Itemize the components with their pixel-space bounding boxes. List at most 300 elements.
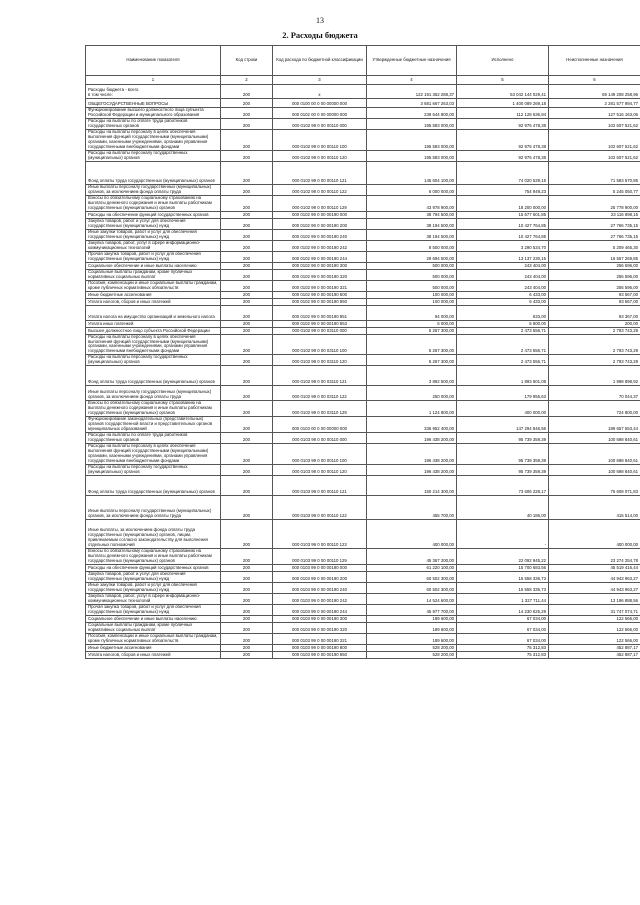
row-executed: 15 558 336,73 bbox=[457, 582, 549, 593]
row-line-code: 200 bbox=[221, 280, 273, 291]
table-row bbox=[86, 571, 640, 582]
row-name: Взносы по обязательному социальному страхованию на выплаты денежного содержания и иные выплаты работникам государственных (муниципальных) органов bbox=[86, 401, 221, 417]
row-classification-code: 000 0103 99 0 00 00110 122 bbox=[273, 495, 367, 519]
row-unexecuted: 2 793 743,29 bbox=[549, 334, 640, 355]
row-unexecuted: 2 793 743,29 bbox=[549, 327, 640, 334]
column-number: 5 bbox=[457, 76, 549, 85]
row-classification-code: 000 0102 99 0 00 00190 851 bbox=[273, 305, 367, 320]
row-name: Закупка товаров, работ и услуг для обеспечения государственных (муниципальных) нужд bbox=[86, 571, 221, 582]
row-executed: 67 034,00 bbox=[457, 615, 549, 622]
row-unexecuted: 44 943 963,27 bbox=[549, 571, 640, 582]
row-line-code: 200 bbox=[221, 548, 273, 564]
row-name: Иные бюджетные ассигнования bbox=[86, 291, 221, 298]
row-executed: 67 034,00 bbox=[457, 633, 549, 644]
row-approved: 196 438 200,00 bbox=[367, 464, 457, 475]
row-unexecuted: 31 747 074,71 bbox=[549, 604, 640, 615]
table-row bbox=[86, 218, 640, 229]
row-name: Прочая закупка товаров, работ и услуг для обеспечения государственных (муниципальных) нужд bbox=[86, 251, 221, 262]
row-executed: 243 404,00 bbox=[457, 262, 549, 269]
row-classification-code: 000 0102 99 0 00 00190 321 bbox=[273, 280, 367, 291]
row-executed: - bbox=[457, 519, 549, 548]
row-line-code: 200 bbox=[221, 251, 273, 262]
table-row bbox=[86, 150, 640, 161]
row-line-code: 200 bbox=[221, 119, 273, 130]
row-approved: 239 644 800,00 bbox=[367, 108, 457, 119]
row-classification-code: 000 0102 99 0 00 00190 853 bbox=[273, 320, 367, 327]
row-line-code: 200 bbox=[221, 150, 273, 161]
row-executed: 75 312,83 bbox=[457, 644, 549, 651]
row-executed: 2 473 556,71 bbox=[457, 334, 549, 355]
row-line-code: 200 bbox=[221, 334, 273, 355]
section-title: 2. Расходы бюджета bbox=[282, 30, 358, 40]
row-name: Расходы на выплаты по оплате труда работников государственных органов bbox=[86, 432, 221, 443]
row-approved: 400 000,00 bbox=[367, 519, 457, 548]
row-line-code: 200 bbox=[221, 320, 273, 327]
row-unexecuted: 93 367,00 bbox=[549, 305, 640, 320]
row-unexecuted: 5 209 465,30 bbox=[549, 240, 640, 251]
row-name: Высшее должностное лицо субъекта Российской Федерации bbox=[86, 327, 221, 334]
table-row bbox=[86, 251, 640, 262]
row-name: Уплата иных платежей bbox=[86, 320, 221, 327]
table-row bbox=[86, 443, 640, 464]
row-executed: 243 404,00 bbox=[457, 269, 549, 280]
row-unexecuted: 724 800,00 bbox=[549, 401, 640, 417]
row-line-code: 200 bbox=[221, 161, 273, 184]
row-executed: 95 739 359,39 bbox=[457, 432, 549, 443]
row-line-code: 200 bbox=[221, 108, 273, 119]
row-classification-code: 000 0103 99 0 00 00110 123 bbox=[273, 519, 367, 548]
row-unexecuted: 122 566,00 bbox=[549, 615, 640, 622]
row-name: Пособия, компенсации и иные социальные выплаты гражданам, кроме публичных нормативных обязательств bbox=[86, 633, 221, 644]
row-executed: 92 975 478,38 bbox=[457, 130, 549, 151]
row-approved: 195 583 000,00 bbox=[367, 119, 457, 130]
row-approved: 189 600,00 bbox=[367, 615, 457, 622]
row-approved: 45 977 700,00 bbox=[367, 604, 457, 615]
row-unexecuted: 71 583 570,85 bbox=[549, 161, 640, 184]
row-executed: 147 294 846,56 bbox=[457, 417, 549, 433]
row-approved: 43 978 900,00 bbox=[367, 195, 457, 211]
row-line-code: 200 bbox=[221, 475, 273, 495]
row-executed: 10 427 764,85 bbox=[457, 218, 549, 229]
row-approved: 60 502 300,00 bbox=[367, 571, 457, 582]
row-unexecuted: 415 514,00 bbox=[549, 495, 640, 519]
row-classification-code: 000 0102 99 0 00 00110 000 bbox=[273, 119, 367, 130]
row-classification-code: 000 0103 99 0 00 00190 000 bbox=[273, 564, 367, 571]
column-number-row bbox=[86, 76, 640, 85]
row-classification-code: x bbox=[273, 85, 367, 99]
row-classification-code: 000 0102 99 0 00 00110 100 bbox=[273, 130, 367, 151]
table-row bbox=[86, 195, 640, 211]
row-name: Социальные выплаты гражданам, кроме публичных нормативных социальных выплат bbox=[86, 622, 221, 633]
table-row bbox=[86, 85, 640, 99]
row-executed: 15 677 601,85 bbox=[457, 211, 549, 218]
row-line-code: 200 bbox=[221, 651, 273, 658]
table-row bbox=[86, 651, 640, 658]
row-line-code: 200 bbox=[221, 195, 273, 211]
row-unexecuted: 93 567,00 bbox=[549, 291, 640, 298]
row-unexecuted: 45 519 416,44 bbox=[549, 564, 640, 571]
table-row bbox=[86, 593, 640, 604]
row-classification-code: 000 0102 99 0 00 03110 129 bbox=[273, 401, 367, 417]
table-row bbox=[86, 432, 640, 443]
row-unexecuted: 100 698 840,61 bbox=[549, 432, 640, 443]
row-classification-code: 000 0103 99 0 00 00110 129 bbox=[273, 548, 367, 564]
table-row bbox=[86, 615, 640, 622]
row-classification-code: 000 0102 99 0 00 03110 121 bbox=[273, 366, 367, 386]
row-unexecuted: 102 607 521,62 bbox=[549, 150, 640, 161]
row-name: Функционирование высшего должностного лица субъекта Российской Федерации и муниципального образования bbox=[86, 108, 221, 119]
row-classification-code: 000 0102 99 0 00 00190 240 bbox=[273, 229, 367, 240]
row-classification-code: 000 0102 99 0 00 03110 000 bbox=[273, 327, 367, 334]
row-line-code: 200 bbox=[221, 269, 273, 280]
row-line-code: 200 bbox=[221, 417, 273, 433]
row-executed: 22 092 945,22 bbox=[457, 548, 549, 564]
table-row bbox=[86, 334, 640, 355]
row-name: Фонд оплаты труда государственных (муниципальных) органов bbox=[86, 475, 221, 495]
row-approved: 122 191 352 288,37 bbox=[367, 85, 457, 99]
row-executed: 5 800,00 bbox=[457, 320, 549, 327]
row-executed: 112 128 636,94 bbox=[457, 108, 549, 119]
row-unexecuted: 27 766 735,15 bbox=[549, 218, 640, 229]
table-row bbox=[86, 184, 640, 195]
row-classification-code: 000 0102 99 0 00 00190 242 bbox=[273, 240, 367, 251]
row-approved: 500 000,00 bbox=[367, 280, 457, 291]
row-executed: 13 137 230,15 bbox=[457, 251, 549, 262]
row-approved: 528 200,00 bbox=[367, 651, 457, 658]
table-row bbox=[86, 604, 640, 615]
row-unexecuted: 44 943 963,27 bbox=[549, 582, 640, 593]
row-classification-code: 000 0103 99 0 00 00110 121 bbox=[273, 475, 367, 495]
row-executed: 6 433,00 bbox=[457, 291, 549, 298]
row-unexecuted: 1 998 898,92 bbox=[549, 366, 640, 386]
row-executed: 1 893 601,08 bbox=[457, 366, 549, 386]
row-executed: 633,00 bbox=[457, 305, 549, 320]
table-row bbox=[86, 291, 640, 298]
table-row bbox=[86, 229, 640, 240]
row-classification-code: 000 0103 99 0 00 00190 240 bbox=[273, 582, 367, 593]
row-line-code: 200 bbox=[221, 401, 273, 417]
row-unexecuted: 452 887,17 bbox=[549, 651, 640, 658]
column-number: 3 bbox=[273, 76, 367, 85]
row-classification-code: 000 0103 00 0 00 00000 000 bbox=[273, 417, 367, 433]
row-classification-code: 000 0103 99 0 00 00110 100 bbox=[273, 443, 367, 464]
table-row bbox=[86, 548, 640, 564]
row-name: Социальные выплаты гражданам, кроме публичных нормативных социальных выплат bbox=[86, 269, 221, 280]
table-row bbox=[86, 130, 640, 151]
row-unexecuted: 27 766 735,15 bbox=[549, 229, 640, 240]
row-name: Расходы на выплаты персоналу государственных (муниципальных) органов bbox=[86, 464, 221, 475]
table-row bbox=[86, 401, 640, 417]
row-name: Фонд оплаты труда государственных (муниципальных) органов bbox=[86, 161, 221, 184]
row-name: Взносы по обязательному социальному страхованию на выплаты денежного содержания и иные выплаты работникам государственных (муниципальных) органов bbox=[86, 548, 221, 564]
row-line-code: 200 bbox=[221, 305, 273, 320]
row-name: Социальное обеспечение и иные выплаты населению bbox=[86, 615, 221, 622]
row-line-code: 200 bbox=[221, 229, 273, 240]
row-name: Иные выплаты, за исключением фонда оплаты труда государственных (муниципальных) органов, лицам, привлекаемым согласно законодательству для выполнения отдельных полномочий bbox=[86, 519, 221, 548]
row-name: Иные выплаты персоналу государственных (муниципальных) органов, за исключением фонда оплаты труда bbox=[86, 495, 221, 519]
row-executed: 1 400 089 269,18 bbox=[457, 99, 549, 108]
row-executed: 1 327 711,44 bbox=[457, 593, 549, 604]
row-line-code: 200 bbox=[221, 327, 273, 334]
column-number: 1 bbox=[86, 76, 221, 85]
row-approved: 500 000,00 bbox=[367, 262, 457, 269]
row-classification-code: 000 0102 99 0 00 03110 122 bbox=[273, 386, 367, 401]
row-unexecuted: 23 116 898,15 bbox=[549, 211, 640, 218]
row-unexecuted: 2 793 743,29 bbox=[549, 355, 640, 366]
row-line-code: 200 bbox=[221, 184, 273, 195]
row-unexecuted: 200,00 bbox=[549, 320, 640, 327]
row-executed: 400 000,00 bbox=[457, 401, 549, 417]
row-name: Уплата налогов, сборов и иных платежей bbox=[86, 298, 221, 305]
row-approved: 60 502 300,00 bbox=[367, 582, 457, 593]
row-line-code: 200 bbox=[221, 593, 273, 604]
row-line-code: 200 bbox=[221, 99, 273, 108]
row-classification-code: 000 0103 99 0 00 00190 242 bbox=[273, 593, 367, 604]
table-row bbox=[86, 262, 640, 269]
table-row bbox=[86, 633, 640, 644]
row-classification-code: 000 0103 99 0 00 00190 321 bbox=[273, 633, 367, 644]
row-unexecuted: 189 657 553,44 bbox=[549, 417, 640, 433]
row-approved: 29 694 500,00 bbox=[367, 251, 457, 262]
row-line-code: 200 bbox=[221, 85, 273, 99]
row-classification-code: 000 0103 99 0 00 00190 800 bbox=[273, 644, 367, 651]
row-unexecuted: 122 566,00 bbox=[549, 622, 640, 633]
row-unexecuted: 70 044,37 bbox=[549, 386, 640, 401]
row-approved: 145 604 100,00 bbox=[367, 161, 457, 184]
row-name: Иные бюджетные ассигнования bbox=[86, 644, 221, 651]
row-name: Иные закупки товаров, работ и услуг для обеспечения государственных (муниципальных) нужд bbox=[86, 229, 221, 240]
row-name: Расходы на выплаты персоналу в целях обеспечения выполнения функций государственными (муниципальными) органами, казенными учреждениями, органами управления государственными внебюджетными фондами bbox=[86, 130, 221, 151]
row-approved: 8 500 000,00 bbox=[367, 240, 457, 251]
row-unexecuted: 23 274 254,78 bbox=[549, 548, 640, 564]
column-header-approved: Утвержденные бюджетные назначения bbox=[367, 46, 457, 76]
row-unexecuted: 256 596,00 bbox=[549, 280, 640, 291]
row-name: Расходы на выплаты по оплате труда работников государственных органов bbox=[86, 119, 221, 130]
row-unexecuted: 400 000,00 bbox=[549, 519, 640, 548]
row-name: Прочая закупка товаров, работ и услуг для обеспечения государственных (муниципальных) нужд bbox=[86, 604, 221, 615]
row-classification-code: 000 0103 99 0 00 00110 000 bbox=[273, 432, 367, 443]
row-approved: 195 583 000,00 bbox=[367, 130, 457, 151]
table-row bbox=[86, 582, 640, 593]
row-unexecuted: 76 608 071,83 bbox=[549, 475, 640, 495]
row-approved: 100 000,00 bbox=[367, 298, 457, 305]
row-line-code: 200 bbox=[221, 291, 273, 298]
row-approved: 3 681 667 263,03 bbox=[367, 99, 457, 108]
column-header-line-code: Код строки bbox=[221, 46, 273, 76]
row-classification-code: 000 0102 99 0 00 00190 320 bbox=[273, 269, 367, 280]
row-unexecuted: 102 607 521,62 bbox=[549, 130, 640, 151]
table-row bbox=[86, 355, 640, 366]
row-classification-code: 000 0103 99 0 00 00190 200 bbox=[273, 571, 367, 582]
row-name: Расходы на выплаты персоналу в целях обеспечения выполнения функций государственными (муниципальными) органами, казенными учреждениями, органами управления государственными внебюджетными фондами bbox=[86, 334, 221, 355]
column-header-name: Наименование показателя bbox=[86, 46, 221, 76]
row-name: Взносы по обязательному социальному страхованию на выплаты денежного содержания и иные выплаты работникам государственных (муниципальных) органов bbox=[86, 195, 221, 211]
table-row bbox=[86, 320, 640, 327]
row-approved: 5 267 300,00 bbox=[367, 334, 457, 355]
row-unexecuted: 102 607 521,62 bbox=[549, 119, 640, 130]
row-approved: 455 700,00 bbox=[367, 495, 457, 519]
table-header-row bbox=[86, 46, 640, 76]
column-number: 2 bbox=[221, 76, 273, 85]
row-line-code: 200 bbox=[221, 644, 273, 651]
row-unexecuted: 93 567,00 bbox=[549, 298, 640, 305]
row-name: Иные выплаты персоналу государственных (муниципальных) органов, за исключением фонда оплаты труда bbox=[86, 386, 221, 401]
row-classification-code: 000 0102 99 0 00 03110 100 bbox=[273, 334, 367, 355]
table-row bbox=[86, 269, 640, 280]
row-classification-code: 000 0102 99 0 00 00190 850 bbox=[273, 298, 367, 305]
row-executed: 95 739 359,39 bbox=[457, 443, 549, 464]
row-approved: 94 000,00 bbox=[367, 305, 457, 320]
row-classification-code: 000 0103 99 0 00 00190 320 bbox=[273, 622, 367, 633]
row-approved: 1 124 800,00 bbox=[367, 401, 457, 417]
table-row bbox=[86, 211, 640, 218]
row-approved: 38 794 500,00 bbox=[367, 211, 457, 218]
row-approved: 189 600,00 bbox=[367, 633, 457, 644]
row-executed: 243 404,00 bbox=[457, 280, 549, 291]
row-approved: 14 524 600,00 bbox=[367, 593, 457, 604]
table-row bbox=[86, 108, 640, 119]
row-approved: 196 438 200,00 bbox=[367, 443, 457, 464]
row-classification-code: 000 0102 99 0 00 00190 800 bbox=[273, 291, 367, 298]
row-approved: 500 000,00 bbox=[367, 269, 457, 280]
row-name: Иные закупки товаров, работ и услуг для обеспечения государственных (муниципальных) нужд bbox=[86, 582, 221, 593]
row-unexecuted: 127 516 163,06 bbox=[549, 108, 640, 119]
row-line-code: 200 bbox=[221, 298, 273, 305]
row-executed: 73 606 228,17 bbox=[457, 475, 549, 495]
page-number: 13 bbox=[316, 16, 324, 25]
row-approved: 38 194 500,00 bbox=[367, 218, 457, 229]
row-name: Пособия, компенсации и иные социальные выплаты гражданам, кроме публичных нормативных обязательств bbox=[86, 280, 221, 291]
row-classification-code: 000 0100 00 0 00 00000 000 bbox=[273, 99, 367, 108]
row-name: Закупка товаров, работ, услуг в сфере информационно-коммуникационных технологий bbox=[86, 593, 221, 604]
row-approved: 61 220 100,00 bbox=[367, 564, 457, 571]
row-line-code: 200 bbox=[221, 519, 273, 548]
row-classification-code: 000 0102 99 0 00 00110 121 bbox=[273, 161, 367, 184]
table-row bbox=[86, 99, 640, 108]
row-executed: 2 473 556,71 bbox=[457, 355, 549, 366]
row-unexecuted: 256 596,00 bbox=[549, 262, 640, 269]
row-executed: 53 042 144 029,41 bbox=[457, 85, 549, 99]
row-name: Функционирование законодательных (представительных) органов государственной власти и представительных органов муниципальных образований bbox=[86, 417, 221, 433]
row-approved: 5 267 300,00 bbox=[367, 327, 457, 334]
row-name: Расходы на выплаты персоналу государственных (муниципальных) органов bbox=[86, 355, 221, 366]
row-executed: 14 230 625,29 bbox=[457, 604, 549, 615]
row-executed: 2 473 556,71 bbox=[457, 327, 549, 334]
table-row bbox=[86, 327, 640, 334]
row-executed: 92 975 478,38 bbox=[457, 119, 549, 130]
row-line-code: 200 bbox=[221, 240, 273, 251]
row-executed: 179 955,63 bbox=[457, 386, 549, 401]
row-approved: 189 600,00 bbox=[367, 622, 457, 633]
row-executed: 18 200 000,00 bbox=[457, 195, 549, 211]
row-executed: 15 558 336,73 bbox=[457, 571, 549, 582]
row-executed: 95 739 359,39 bbox=[457, 464, 549, 475]
row-line-code: 200 bbox=[221, 262, 273, 269]
row-line-code: 200 bbox=[221, 464, 273, 475]
row-line-code: 200 bbox=[221, 366, 273, 386]
row-classification-code: 000 0103 99 0 00 00190 300 bbox=[273, 615, 367, 622]
column-number: 6 bbox=[549, 76, 640, 85]
row-unexecuted: 122 566,00 bbox=[549, 633, 640, 644]
row-line-code: 200 bbox=[221, 355, 273, 366]
row-unexecuted: 100 698 840,61 bbox=[549, 443, 640, 464]
table-row bbox=[86, 366, 640, 386]
row-approved: 528 200,00 bbox=[367, 644, 457, 651]
row-executed: 40 186,00 bbox=[457, 495, 549, 519]
row-unexecuted: 13 196 888,56 bbox=[549, 593, 640, 604]
table-row bbox=[86, 644, 640, 651]
row-line-code: 200 bbox=[221, 432, 273, 443]
row-unexecuted: 25 778 900,00 bbox=[549, 195, 640, 211]
table-row bbox=[86, 464, 640, 475]
row-name: Расходы на обеспечение функций государственных органов bbox=[86, 564, 221, 571]
row-name: Иные выплаты персоналу государственных (муниципальных) органов, за исключением фонда оплаты труда bbox=[86, 184, 221, 195]
row-line-code: 200 bbox=[221, 615, 273, 622]
table-row bbox=[86, 564, 640, 571]
row-unexecuted: 69 149 208 258,96 bbox=[549, 85, 640, 99]
row-unexecuted: 452 887,17 bbox=[549, 644, 640, 651]
row-classification-code: 000 0102 00 0 00 00000 000 bbox=[273, 108, 367, 119]
row-line-code: 200 bbox=[221, 443, 273, 464]
row-unexecuted: 16 557 269,85 bbox=[549, 251, 640, 262]
table-row bbox=[86, 475, 640, 495]
row-classification-code: 000 0102 99 0 00 00190 244 bbox=[273, 251, 367, 262]
table-row bbox=[86, 386, 640, 401]
budget-expenses-table bbox=[85, 45, 640, 659]
row-line-code: 200 bbox=[221, 211, 273, 218]
row-name: ОБЩЕГОСУДАРСТВЕННЫЕ ВОПРОСЫ bbox=[86, 99, 221, 108]
row-line-code: 200 bbox=[221, 633, 273, 644]
row-line-code: 200 bbox=[221, 495, 273, 519]
table-row bbox=[86, 280, 640, 291]
row-approved: 250 000,00 bbox=[367, 386, 457, 401]
row-name: Уплата налогов, сборов и иных платежей bbox=[86, 651, 221, 658]
row-line-code: 200 bbox=[221, 386, 273, 401]
row-approved: 196 438 200,00 bbox=[367, 432, 457, 443]
row-name: Социальное обеспечение и иные выплаты населению bbox=[86, 262, 221, 269]
row-approved: 150 214 300,00 bbox=[367, 475, 457, 495]
table-row bbox=[86, 119, 640, 130]
row-classification-code: 000 0102 99 0 00 00110 120 bbox=[273, 150, 367, 161]
column-number: 4 bbox=[367, 76, 457, 85]
column-header-unexecuted: Неисполненные назначения bbox=[549, 46, 640, 76]
table-row bbox=[86, 305, 640, 320]
row-name: Уплата налога на имущество организаций и земельного налога bbox=[86, 305, 221, 320]
row-executed: 754 949,23 bbox=[457, 184, 549, 195]
row-name: Закупка товаров, работ и услуг для обеспечения государственных (муниципальных) нужд bbox=[86, 218, 221, 229]
row-classification-code: 000 0103 99 0 00 00190 850 bbox=[273, 651, 367, 658]
row-approved: 38 194 500,00 bbox=[367, 229, 457, 240]
row-executed: 6 433,00 bbox=[457, 298, 549, 305]
row-approved: 100 000,00 bbox=[367, 291, 457, 298]
row-name: Расходы на выплаты персоналу в целях обеспечения выполнения функций государственными (муниципальными) органами, казенными учреждениями, органами управления государственными внебюджетными фондами bbox=[86, 443, 221, 464]
row-executed: 67 034,00 bbox=[457, 622, 549, 633]
column-header-executed: Исполнено bbox=[457, 46, 549, 76]
column-header-classification-code: Код расхода по бюджетной классификации bbox=[273, 46, 367, 76]
table-row bbox=[86, 622, 640, 633]
row-approved: 6 000,00 bbox=[367, 320, 457, 327]
row-line-code: 200 bbox=[221, 604, 273, 615]
row-classification-code: 000 0102 99 0 00 00190 300 bbox=[273, 262, 367, 269]
row-classification-code: 000 0102 99 0 00 00190 000 bbox=[273, 211, 367, 218]
table-row bbox=[86, 161, 640, 184]
row-unexecuted: 256 596,00 bbox=[549, 269, 640, 280]
row-approved: 3 892 500,00 bbox=[367, 366, 457, 386]
row-approved: 5 267 300,00 bbox=[367, 355, 457, 366]
table-row bbox=[86, 298, 640, 305]
row-name: Расходы бюджета - всего в том числе: bbox=[86, 85, 221, 99]
row-unexecuted: 100 698 840,61 bbox=[549, 464, 640, 475]
